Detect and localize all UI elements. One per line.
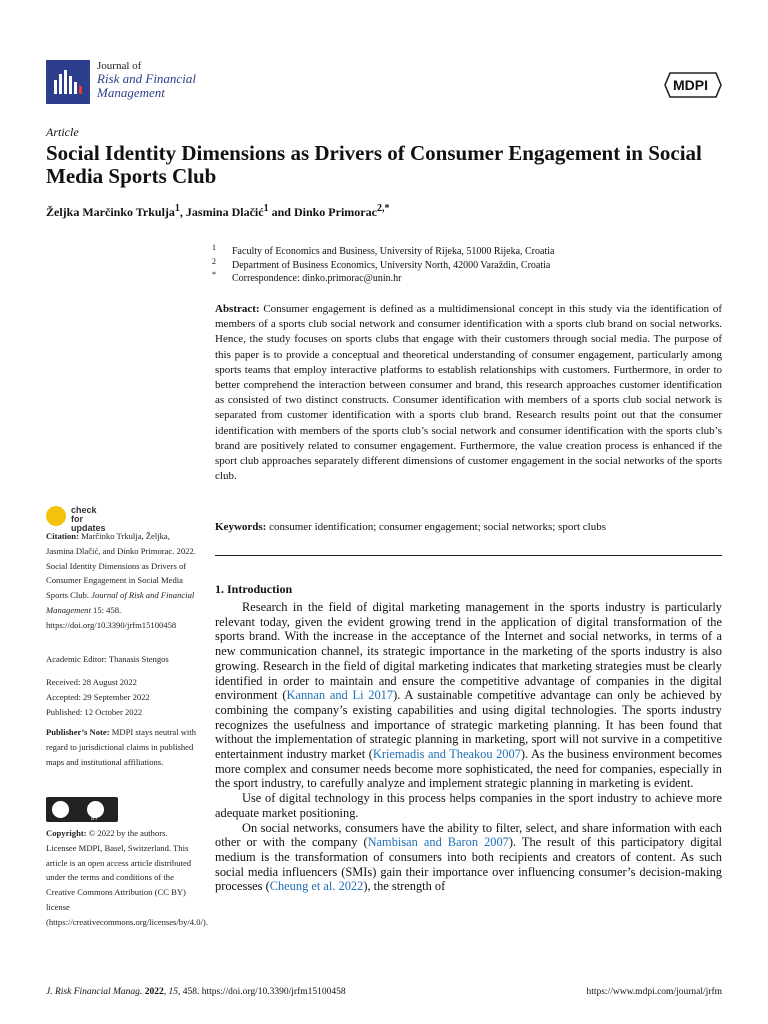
bar-chart-logo-icon	[53, 68, 83, 96]
section-divider	[215, 555, 722, 556]
copyright-block: Copyright: © 2022 by the authors. Licensee MDPI, Basel, Switzerland. This article is an open access article distributed under the terms and conditions of the Creative Commons Attribution (CC BY) license (https://creativecommons.org/licenses/by/4.0/).	[46, 828, 208, 927]
academic-editor: Academic Editor: Thanasis Stengos	[46, 654, 169, 664]
keywords-label: Keywords:	[215, 521, 267, 533]
abstract	[215, 302, 722, 484]
author-name[interactable]: Jasmina Dlačić	[185, 205, 264, 219]
footer-citation: J. Risk Financial Manag. 2022, 15, 458. https://doi.org/10.3390/jrfm15100458	[46, 987, 346, 997]
received-date: Received: 28 August 2022	[46, 677, 137, 687]
published-date: Published: 12 October 2022	[46, 706, 143, 717]
author-name[interactable]: Željka Marčinko Trkulja	[46, 205, 175, 219]
correspondence: * Correspondence: dinko.primorac@unin.hr	[212, 270, 402, 284]
cc-by-license-badge[interactable]: BY	[46, 797, 118, 822]
keywords-text: consumer identification; consumer engagement; social networks; sport clubs	[269, 521, 607, 533]
cc-icon	[51, 800, 70, 819]
body-text	[215, 600, 722, 894]
dates-block	[46, 675, 198, 719]
paragraph: On social networks, consumers have the ability to filter, select, and share information with each other or with the company (Nambisan and Baron 2007). The result of this participatory digital medium is the transformation of consumers into both recipients and creators of content. As such social media influencers (SMIs) gain their importance over influencing consumer’s decision-making processes (Cheung et al. 2022), the strength of	[215, 820, 722, 894]
abstract-label: Abstract:	[215, 303, 260, 315]
citation-block: Citation: Marčinko Trkulja, Željka, Jasmina Dlačić, and Dinko Primorac. 2022. Social Identity Dimensions as Drivers of Consumer Engagement in Social Media Sports Club. Journal of Risk and Financial Management 15: 458. https://doi.org/10.3390/jrfm15100458	[46, 531, 196, 630]
publisher-note: Publisher’s Note: MDPI stays neutral with regard to jurisdictional claims in published maps and institutional affiliations.	[46, 727, 196, 767]
page-title: Social Identity Dimensions as Drivers of Consumer Engagement in Social Media Sports Club	[46, 141, 702, 188]
check-updates-icon	[46, 506, 66, 526]
accepted-date: Accepted: 29 September 2022	[46, 691, 150, 702]
paragraph: Use of digital technology in this process helps companies in the sport industry to achieve more adequate market positioning.	[215, 791, 722, 820]
citation-link[interactable]: Nambisan and Baron 2007	[367, 835, 509, 850]
abstract-text: Consumer engagement is defined as a multidimensional concept in this study via the identification of members of a sports club social network and consumer identification with a sports club brand on social networks. Hence, the study focuses on sports clubs that engage with their customers through social media. The purpose of this paper is to provide a conceptual and theoretical understanding of consumer engagement, particularly among sports teams that employ interactive platforms to establish relationships with customers. Furthermore, in order to better comprehend the interaction between consumer and brand, this research approaches customer identification as consisted of two distinct constructs. Consumer identification with members of a sports club social network is separated from customer identification with a sports club brand. Research results point out that the consumer identification with members of the sports club’s social network and consumer identification with the sports club’s brand are positively related to consumer engagement. Furthermore, the value creation process is enhanced if the sport club approaches separately different dimensions of customer engagement in the social networks of the sports club.	[215, 303, 722, 483]
footer-journal-url[interactable]: https://www.mdpi.com/journal/jrfm	[586, 987, 722, 997]
section-heading: 1. Introduction	[215, 582, 293, 596]
paragraph: Research in the field of digital marketing management in the sports industry is particularly relevant today, given the evident growing trend in the application of digital transformation of the sports brand. With the increase in the acceptance of the Internet and social networks, in terms of a new communication channel, its strategic importance in the marketing of the sports industry is also growing. Research in the field of digital marketing indicates that marketing strategies must be clearly identified in order to maintain and ensure the competitive advantage of companies in the digital environment (Kannan and Li 2017). A sustainable competitive advantage can only be achieved by combining the company’s existing capabilities and using digital technologies. The sports industry recognizes the usefulness and importance of strategic marketing planning. It has been found that without the implementation of strategic planning in marketing, sport will not survive in a competitive entertainment industry market (Kriemadis and Theakou 2007). As the business environment becomes more complex and consumer needs become more sophisticated, the need for companies, especially in the sport industry, to carefully analyze and implement strategic planning in marketing is evident.	[215, 600, 723, 791]
keywords	[215, 521, 722, 533]
journal-prefix: Journal of	[97, 60, 142, 72]
mdpi-text: MDPI	[673, 77, 708, 93]
affiliation: 2 Department of Business Economics, University North, 42000 Varaždin, Croatia	[212, 257, 551, 271]
author-list: Željka Marčinko Trkulja$^1$, Jasmina Dlačić$^1$ and Dinko Primorac$^{2,*}$	[46, 203, 390, 219]
journal-logo	[46, 60, 90, 104]
citation-link[interactable]: Cheung et al. 2022	[269, 879, 364, 894]
article-type: Article	[46, 125, 79, 139]
citation-link[interactable]: Kriemadis and Theakou 2007	[372, 747, 521, 762]
author-name[interactable]: Dinko Primorac	[293, 205, 377, 219]
affiliation: 1 Faculty of Economics and Business, University of Rijeka, 51000 Rijeka, Croatia	[212, 243, 555, 257]
mdpi-logo	[664, 71, 722, 99]
citation-link[interactable]: Kannan and Li 2017	[286, 688, 394, 703]
journal-name: Risk and Financial Management	[97, 71, 196, 100]
